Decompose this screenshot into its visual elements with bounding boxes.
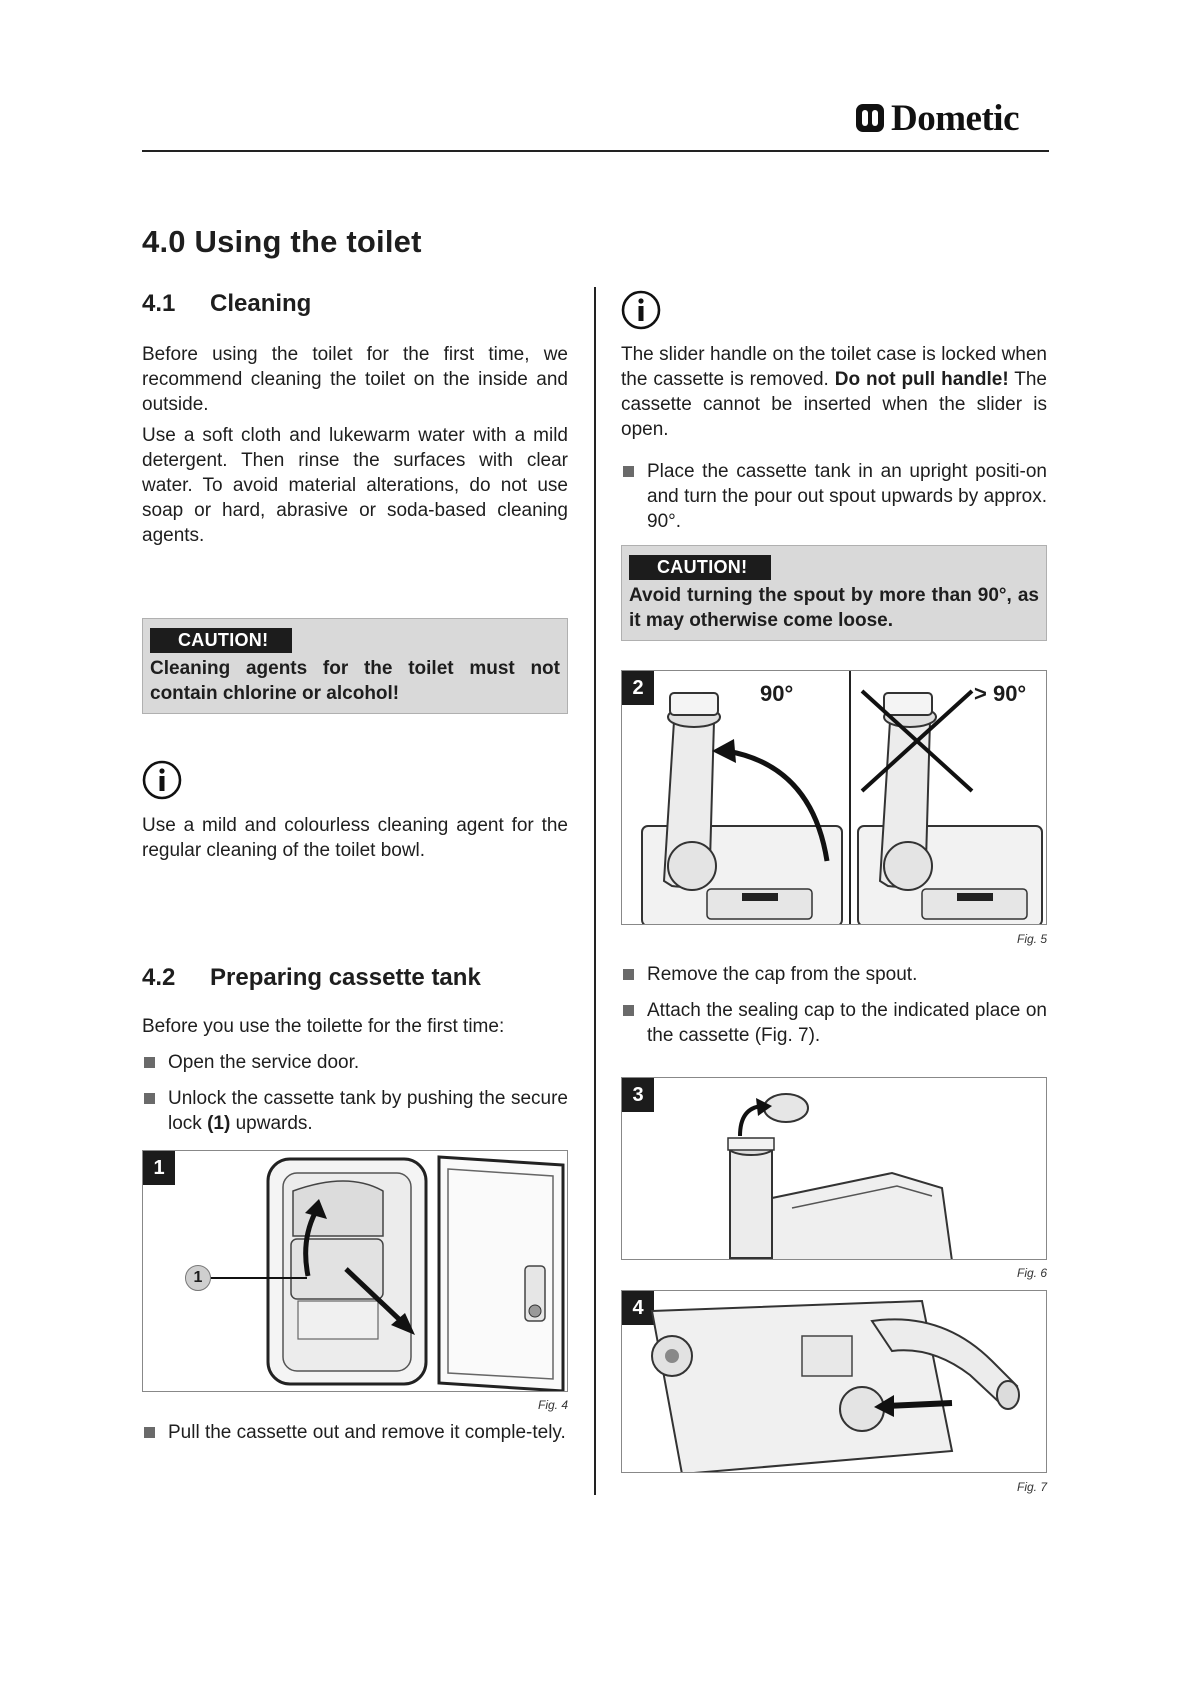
figure-number: 2: [622, 671, 654, 705]
cleaning-para-1: Before using the toilet for the first time, we recommend cleaning the toilet on the inside and outside.: [142, 344, 568, 415]
cleaning-para-2: Use a soft cloth and lukewarm water with a mild detergent. Then rinse the surfaces with clear water. To avoid material alterations, do not use soap or hard, abrasive or soda-based cleaning agents.: [142, 425, 568, 546]
angle-label-bad: > 90°: [974, 681, 1027, 706]
bullet-square-icon: [623, 466, 634, 477]
figure-number: 1: [143, 1151, 175, 1185]
figure-caption: Fig. 5: [1016, 932, 1047, 946]
list-item: Remove the cap from the spout.: [621, 962, 1047, 987]
bullet-square-icon: [623, 969, 634, 980]
figure-number: 3: [622, 1078, 654, 1112]
preparing-heading: [142, 964, 481, 992]
cleaning-info-text: Use a mild and colourless cleaning agent for the regular cleaning of the toilet bowl.: [142, 815, 568, 861]
column-divider: [594, 287, 596, 1495]
preparing-intro: Before you use the toilette for the first time:: [142, 1016, 505, 1037]
list-item: Attach the sealing cap to the indicated place on the cassette (Fig. 7).: [621, 998, 1047, 1048]
bullet-square-icon: [144, 1093, 155, 1104]
callout-1: 1: [185, 1265, 211, 1291]
header-rule: [142, 150, 1049, 152]
figure-spout-angle: [621, 670, 1047, 925]
cleaning-heading: [142, 290, 311, 318]
list-item: Open the service door.: [142, 1050, 568, 1075]
info-icon: [621, 290, 661, 330]
caution-text: Cleaning agents for the toilet must not contain chlorine or alcohol!: [150, 658, 560, 704]
cleaning-number: 4.1: [142, 290, 176, 317]
remove-cap-illustration: [622, 1078, 1047, 1260]
preparing-number: 4.2: [142, 964, 176, 991]
caution-box-spout: [621, 545, 1047, 641]
figure-caption: Fig. 4: [537, 1398, 568, 1412]
bullet-square-icon: [144, 1427, 155, 1438]
caution-text: Avoid turning the spout by more than 90°, as it may otherwise come loose.: [629, 585, 1039, 631]
figure-number: 4: [622, 1291, 654, 1325]
figure-caption: Fig. 6: [1016, 1266, 1047, 1280]
info-icon: [142, 760, 182, 800]
brand-logo: [855, 98, 1051, 138]
figure-attach-cap: [621, 1290, 1047, 1473]
slider-info-text: The slider handle on the toilet case is locked when the cassette is removed. Do not pull handle! The cassette cannot be inserted when the slider is open.: [621, 344, 1047, 440]
cleaning-title: Cleaning: [210, 290, 312, 317]
figure-remove-cap: [621, 1077, 1047, 1260]
list-item: Place the cassette tank in an upright positi-on and turn the pour out spout upwards by approx. 90°.: [621, 459, 1047, 534]
caution-box-cleaning: [142, 618, 568, 714]
angle-label-ok: 90°: [760, 681, 794, 706]
section-title: 4.0 Using the toilet: [142, 224, 422, 259]
preparing-title: Preparing cassette tank: [210, 964, 481, 991]
caution-label: CAUTION!: [629, 555, 771, 580]
figure-caption: Fig. 7: [1016, 1480, 1047, 1494]
spout-angle-illustration: [622, 671, 1047, 925]
figure-service-door: [142, 1150, 568, 1392]
list-item: Pull the cassette out and remove it comple-tely.: [142, 1420, 568, 1445]
attach-cap-illustration: [622, 1291, 1047, 1473]
caution-label: CAUTION!: [150, 628, 292, 653]
list-item: Unlock the cassette tank by pushing the secure lock (1) upwards.: [142, 1086, 568, 1136]
bullet-square-icon: [623, 1005, 634, 1016]
brand-name: Dometic: [891, 97, 1019, 139]
dometic-logo-icon: [855, 103, 885, 133]
bullet-square-icon: [144, 1057, 155, 1068]
